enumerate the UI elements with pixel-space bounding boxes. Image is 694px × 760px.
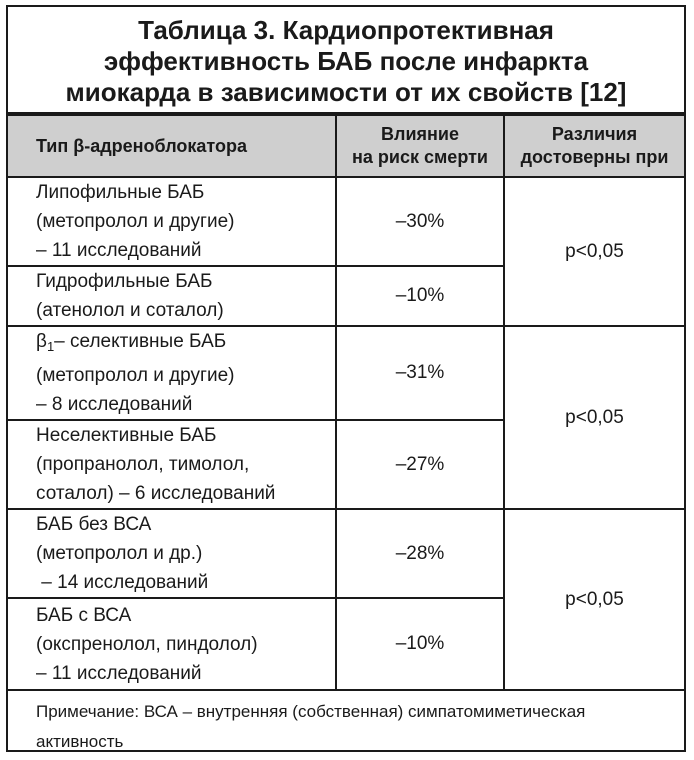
row-text-line: соталол) – 6 исследований (36, 483, 276, 504)
note-line-1: Примечание: ВСА – внутренняя (собственная) симпатомиметическая (36, 702, 586, 721)
row-text-line: Неселективные БАБ (36, 425, 217, 446)
row-text-line: – 11 исследований (36, 240, 202, 261)
beta-subscript: 1 (46, 339, 55, 354)
row-text-line: – 8 исследований (36, 394, 193, 415)
table-row (8, 326, 684, 420)
row-hydrophilic-effect: –10% (336, 266, 504, 326)
header-effect-line-1: Влияние (381, 124, 459, 144)
row-text-line: (метопролол и др.) (36, 543, 203, 564)
header-significance-line-1: Различия (551, 124, 638, 144)
header-significance-line-2: достоверны при (520, 147, 669, 167)
row-text-line: Гидрофильные БАБ (36, 271, 213, 292)
row-text-line: Липофильные БАБ (36, 182, 205, 203)
row-lipophilic-effect: –30% (336, 177, 504, 266)
group-1-significance: p<0,05 (504, 177, 684, 326)
row-selective-effect: –31% (336, 326, 504, 420)
beta-symbol: β (36, 331, 47, 352)
table-row (8, 509, 684, 598)
row-with-isa-effect: –10% (336, 598, 504, 690)
row-text-fragment: – селективные БАБ (54, 331, 227, 352)
row-with-isa-name (8, 598, 336, 690)
header-type: Тип β-адреноблокатора (8, 115, 336, 177)
header-effect-line-2: на риск смерти (352, 147, 488, 167)
row-text-line: (пропранолол, тимолол, (36, 454, 250, 475)
note-line-2: активность (36, 732, 124, 751)
row-text-line (36, 327, 335, 361)
data-table (8, 114, 684, 691)
title-line-1: Таблица 3. Кардиопротективная (138, 15, 554, 45)
row-without-isa-name (8, 509, 336, 598)
table-title (8, 7, 684, 114)
row-text-line: (метопролол и другие) (36, 211, 235, 232)
table-note (8, 691, 684, 757)
row-text-line: (окспренолол, пиндолол) (36, 633, 258, 655)
row-text-line: БАБ без ВСА (36, 514, 152, 535)
row-hydrophilic-name (8, 266, 336, 326)
title-line-3: миокарда в зависимости от их свойств [12] (65, 77, 627, 107)
title-line-2: эффективность БАБ после инфаркта (103, 46, 589, 76)
header-row (8, 115, 684, 177)
row-text-line: – 14 исследований (36, 572, 209, 593)
group-3-significance: p<0,05 (504, 509, 684, 690)
row-nonselective-name (8, 420, 336, 509)
row-nonselective-effect: –27% (336, 420, 504, 509)
row-text-line: (метопролол и другие) (36, 365, 235, 386)
row-text-line: БАБ с ВСА (36, 604, 132, 626)
row-lipophilic-name (8, 177, 336, 266)
row-without-isa-effect: –28% (336, 509, 504, 598)
table-row (8, 177, 684, 266)
header-effect (336, 115, 504, 177)
header-significance (504, 115, 684, 177)
table-frame (6, 5, 686, 752)
row-text-line: – 11 исследований (36, 662, 202, 684)
row-selective-name (8, 326, 336, 420)
row-text-line: (атенолол и соталол) (36, 300, 224, 321)
group-2-significance: p<0,05 (504, 326, 684, 509)
